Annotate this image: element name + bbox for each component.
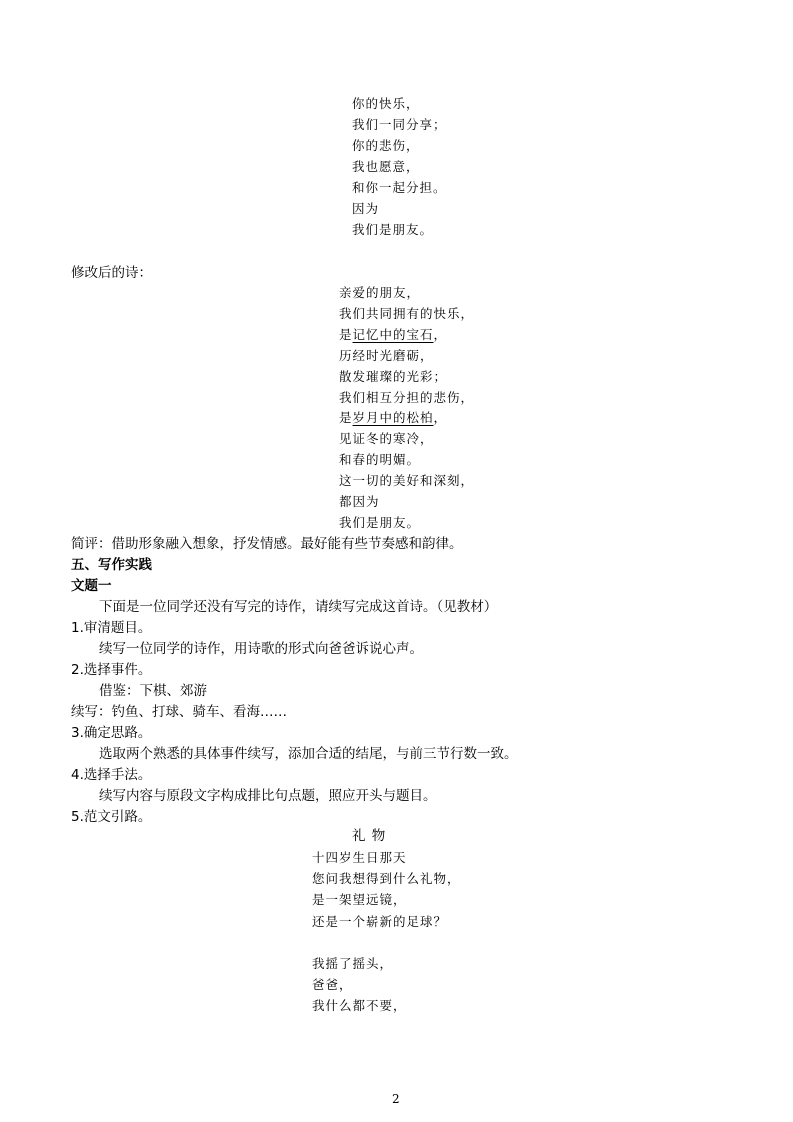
poem-line: 我们相互分担的悲伤， — [339, 389, 475, 405]
poem-line: 和春的明媚。 — [339, 452, 421, 468]
poem-line: 历经时光磨砺， — [339, 347, 434, 363]
poem-line: 我也愿意， — [352, 159, 420, 174]
step-2-continuation: 续写：钓鱼、打球、骑车、看海…… — [71, 704, 287, 720]
poem-line: 十四岁生日那天 — [312, 850, 407, 865]
poem-line-fragment: ， — [433, 410, 448, 426]
poem-line: 我们共同拥有的快乐， — [339, 305, 475, 321]
underlined-phrase: 岁月中的松柏 — [352, 410, 434, 426]
poem-line: 我摇了摇头， — [312, 956, 394, 971]
step-4-heading: 4.选择手法。 — [71, 767, 152, 783]
underlined-phrase: 记忆中的宝石 — [352, 326, 434, 342]
poem-line: 是一架望远镜， — [312, 892, 407, 908]
step-3-heading: 3.确定思路。 — [71, 725, 152, 741]
poem-line-fragment: 是 — [339, 326, 353, 342]
poem-line: 爸爸， — [312, 977, 353, 993]
step-4-text: 续写内容与原段文字构成排比句点题，照应开头与题目。 — [99, 788, 437, 804]
comment: 简评：借助形象融入想象，抒发情感。最好能有些节奏感和韵律。 — [71, 536, 463, 552]
poem-line: 都因为 — [339, 494, 380, 509]
poem-line — [339, 326, 447, 344]
poem-line: 我们是朋友。 — [352, 222, 434, 237]
poem-line: 我们一同分享； — [352, 117, 447, 132]
poem-line: 你的悲伤， — [352, 138, 420, 153]
revised-heading: 修改后的诗： — [71, 265, 152, 281]
poem-line: 我什么都不要， — [312, 998, 407, 1014]
step-2-reference: 借鉴：下棋、郊游 — [99, 683, 207, 699]
poem-title: 礼 物 — [352, 828, 387, 844]
poem-line: 这一切的美好和深刻， — [339, 473, 475, 489]
step-1-heading: 1.审清题目。 — [71, 620, 152, 636]
poem-line: 亲爱的朋友， — [339, 285, 421, 300]
poem-line: 我们是朋友。 — [339, 514, 421, 530]
poem-line: 您问我想得到什么礼物， — [312, 871, 461, 887]
poem-line: 还是一个崭新的足球？ — [312, 913, 448, 929]
poem-line: 见证冬的寒冷， — [339, 431, 434, 447]
poem-line-fragment: 是 — [339, 410, 353, 426]
poem-line: 你的快乐， — [352, 96, 420, 111]
step-2-heading: 2.选择事件。 — [71, 662, 152, 678]
poem-line: 因为 — [352, 201, 380, 216]
step-3-text: 选取两个熟悉的具体事件续写，添加合适的结尾，与前三节行数一致。 — [99, 746, 518, 762]
page-number: 2 — [392, 1092, 400, 1106]
intro-paragraph: 下面是一位同学还没有写完的诗作，请续写完成这首诗。（见教材） — [99, 599, 498, 615]
poem-line: 散发璀璨的光彩； — [339, 368, 448, 384]
poem-line-fragment: ， — [433, 326, 448, 342]
section-title: 五、写作实践 — [71, 557, 152, 573]
poem-line — [339, 409, 447, 427]
step-1-text: 续写一位同学的诗作，用诗歌的形式向爸爸诉说心声。 — [99, 641, 423, 657]
step-5-heading: 5.范文引路。 — [71, 809, 152, 825]
poem-line: 和你一起分担。 — [352, 180, 447, 195]
subsection-title: 文题一 — [71, 578, 112, 594]
